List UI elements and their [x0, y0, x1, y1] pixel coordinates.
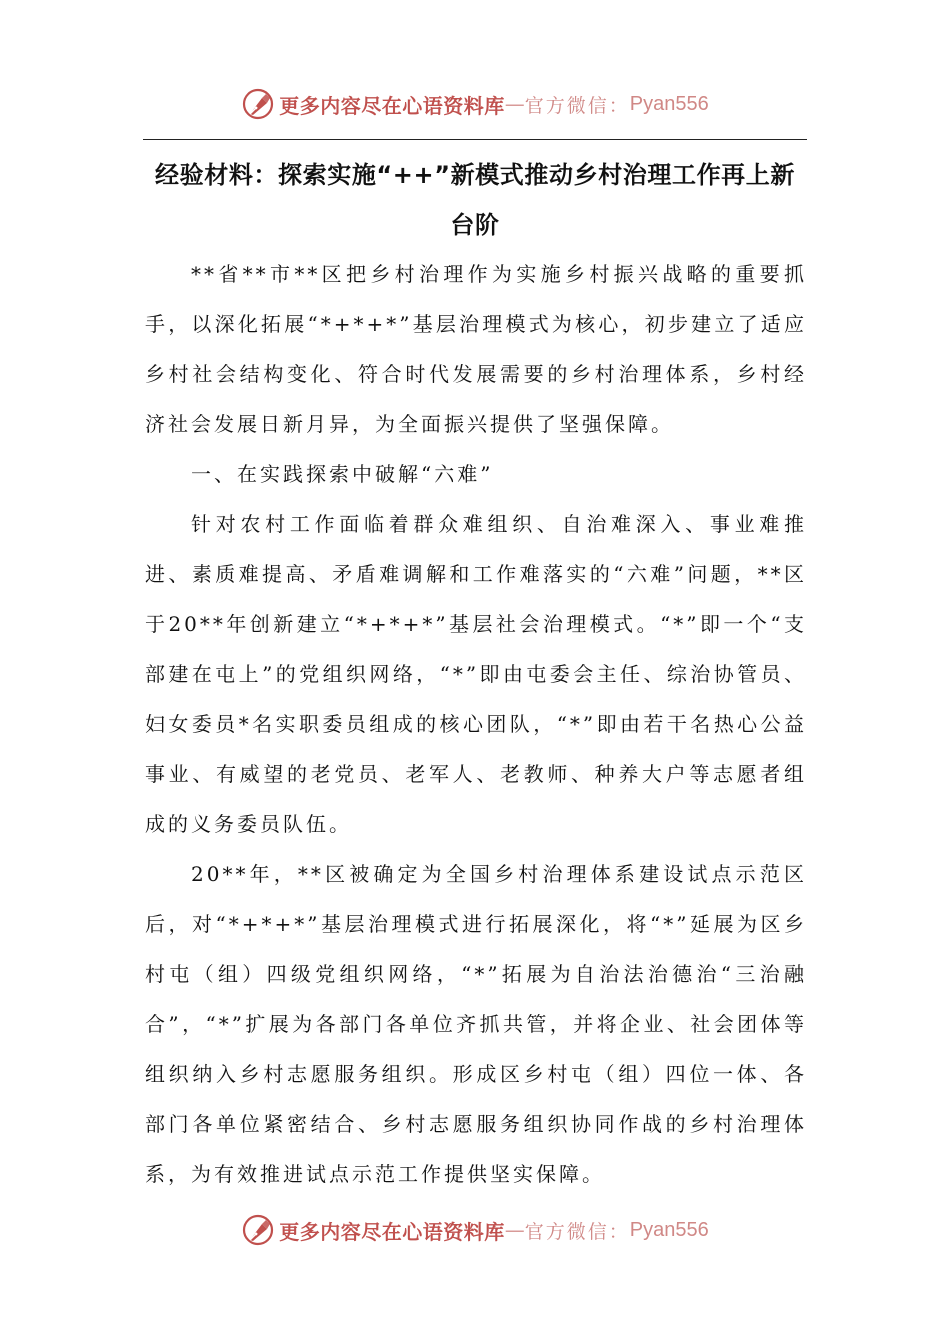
banner-label: 官方微信： — [524, 94, 630, 117]
header-watermark-banner — [0, 84, 950, 124]
paragraph-intro: **省**市**区把乡村治理作为实施乡村振兴战略的重要抓手，以深化拓展“*+*+*”基层治理模式为核心，初步建立了适应乡村社会结构变化、符合时代发展需要的乡村治理体系，乡村经济社会发展日新月异，为全面振兴提供了坚强保障。 — [145, 262, 807, 436]
paragraph-expansion: 20**年，**区被确定为全国乡村治理体系建设试点示范区后，对“*+*+*”基层治理模式进行拓展深化，将“*”延展为区乡村屯（组）四级党组织网络，“*”拓展为自治法治德治“三治融合”，“*”扩展为各部门各单位齐抓共管，并将企业、社会团体等组织纳入乡村志愿服务组织。形成区乡村屯（组）四位一体、各部门各单位紧密结合、乡村志愿服务组织协同作战的乡村治理体系，为有效推进试点示范工作提供坚实保障。 — [145, 862, 807, 1186]
section-heading: 一、在实践探索中破解“六难” — [191, 462, 494, 486]
pen-nib-icon — [241, 1213, 275, 1247]
document-body — [145, 249, 807, 1199]
banner-handle: Pyan556 — [629, 1218, 709, 1241]
header-divider — [143, 139, 807, 140]
banner-dash: — — [504, 1218, 525, 1242]
paragraph-background: 针对农村工作面临着群众难组织、自治难深入、事业难推进、素质难提高、矛盾难调解和工作难落实的“六难”问题，**区于20**年创新建立“*+*+*”基层社会治理模式。“*”即一个“支部建在屯上”的党组织网络，“*”即由屯委会主任、综治协管员、妇女委员*名实职委员组成的核心团队，“*”即由若干名热心公益事业、有威望的老党员、老军人、老教师、种养大户等志愿者组成的义务委员队伍。 — [145, 512, 807, 836]
banner-handle: Pyan556 — [629, 92, 709, 115]
pen-nib-icon — [241, 87, 275, 121]
banner-main-text: 更多内容尽在心语资料库 — [279, 1219, 505, 1244]
banner-label: 官方微信： — [524, 1220, 630, 1243]
banner-dash: — — [504, 92, 525, 116]
banner-main-text: 更多内容尽在心语资料库 — [279, 93, 505, 118]
footer-watermark-banner — [0, 1210, 950, 1250]
document-title: 经验材料：探索实施“++”新模式推动乡村治理工作再上新台阶 — [155, 161, 795, 239]
